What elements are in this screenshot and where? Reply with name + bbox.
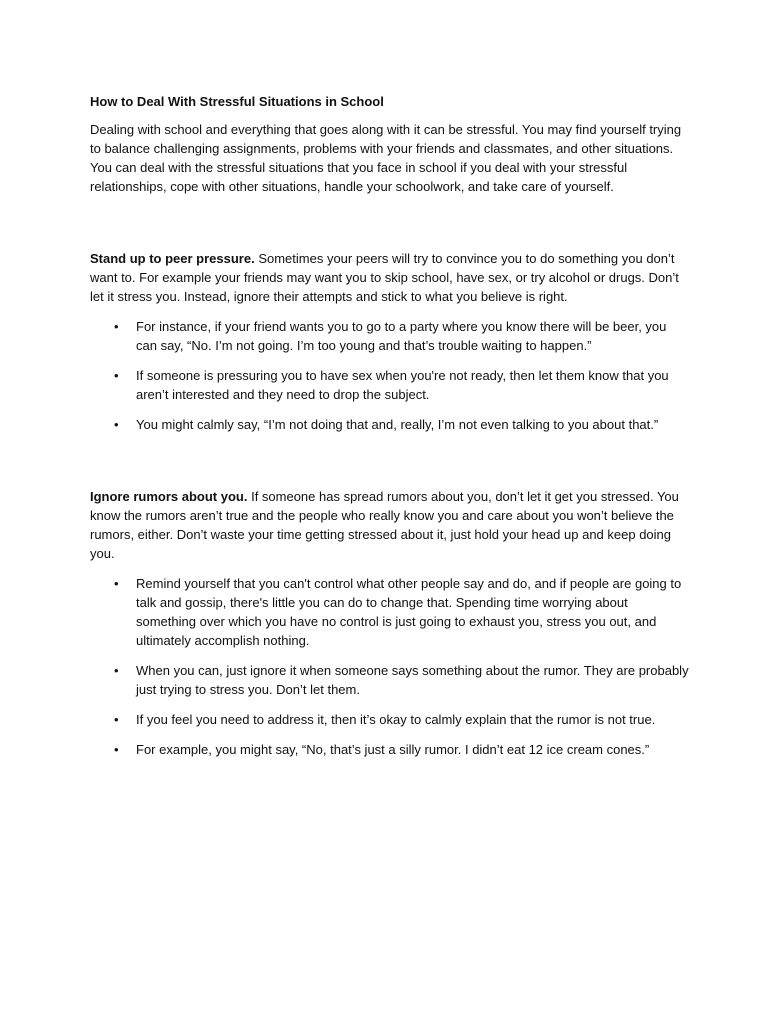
list-item-text: For example, you might say, “No, that’s just a silly rumor. I didn’t eat 12 ice cream cones.”	[136, 742, 650, 757]
document-title: How to Deal With Stressful Situations in School	[90, 94, 384, 109]
section-body: If someone has spread rumors about you, don’t let it get you stressed. You know the rumors aren’t true and the people who really know you and care about you won’t believe the rumors, either. Don’t waste your time getting stressed about it, just hold your head up and keep doing you.	[90, 489, 679, 561]
list-item	[114, 710, 690, 729]
list-item	[114, 366, 690, 404]
list-item-text: You might calmly say, “I’m not doing that and, really, I’m not even talking to you about that.”	[136, 417, 659, 432]
bullet-list	[90, 574, 690, 759]
list-item	[114, 740, 690, 759]
section-lead	[90, 249, 690, 306]
list-item-text: For instance, if your friend wants you to go to a party where you know there will be beer, you can say, “No. I’m not going. I’m too young and that’s trouble waiting to happen.”	[136, 319, 667, 353]
bullet-list	[90, 317, 690, 434]
list-item-text: If someone is pressuring you to have sex when you're not ready, then let them know that you aren’t interested and they need to drop the subject.	[136, 368, 669, 402]
section-body: Sometimes your peers will try to convince you to do something you don’t want to. For example your friends may want you to skip school, have sex, or try alcohol or drugs. Don’t let it stress you. Instead, ignore their attempts and stick to what you believe is right.	[90, 251, 679, 304]
list-item	[114, 317, 690, 355]
bullet-icon: •	[114, 368, 119, 383]
section-rumors	[90, 487, 690, 759]
intro-paragraph: Dealing with school and everything that goes along with it can be stressful. You may find yourself trying to balance challenging assignments, problems with your friends and classmates, and other situations. You can deal with the stressful situations that you face in school if you deal with your stressful relationships, cope with other situations, handle your schoolwork, and take care of yourself.	[90, 122, 682, 194]
bullet-icon: •	[114, 663, 119, 678]
list-item-text: Remind yourself that you can't control what other people say and do, and if people are going to talk and gossip, there's little you can do to change that. Spending time worrying about something over which you have no control is just going to exhaust you, stress you out, and ultimately accomplish nothing.	[136, 576, 682, 648]
list-item-text: When you can, just ignore it when someone says something about the rumor. They are probably just trying to stress you. Don’t let them.	[136, 663, 689, 697]
list-item	[114, 574, 690, 650]
document-page	[90, 92, 690, 770]
bullet-icon: •	[114, 576, 119, 591]
section-lead	[90, 487, 690, 563]
list-item-text: If you feel you need to address it, then it’s okay to calmly explain that the rumor is not true.	[136, 712, 656, 727]
bullet-icon: •	[114, 712, 119, 727]
bullet-icon: •	[114, 417, 119, 432]
section-heading: Ignore rumors about you.	[90, 489, 248, 504]
bullet-icon: •	[114, 742, 119, 757]
section-heading: Stand up to peer pressure.	[90, 251, 255, 266]
section-peer-pressure	[90, 249, 690, 434]
list-item	[114, 661, 690, 699]
list-item	[114, 415, 690, 434]
bullet-icon: •	[114, 319, 119, 334]
